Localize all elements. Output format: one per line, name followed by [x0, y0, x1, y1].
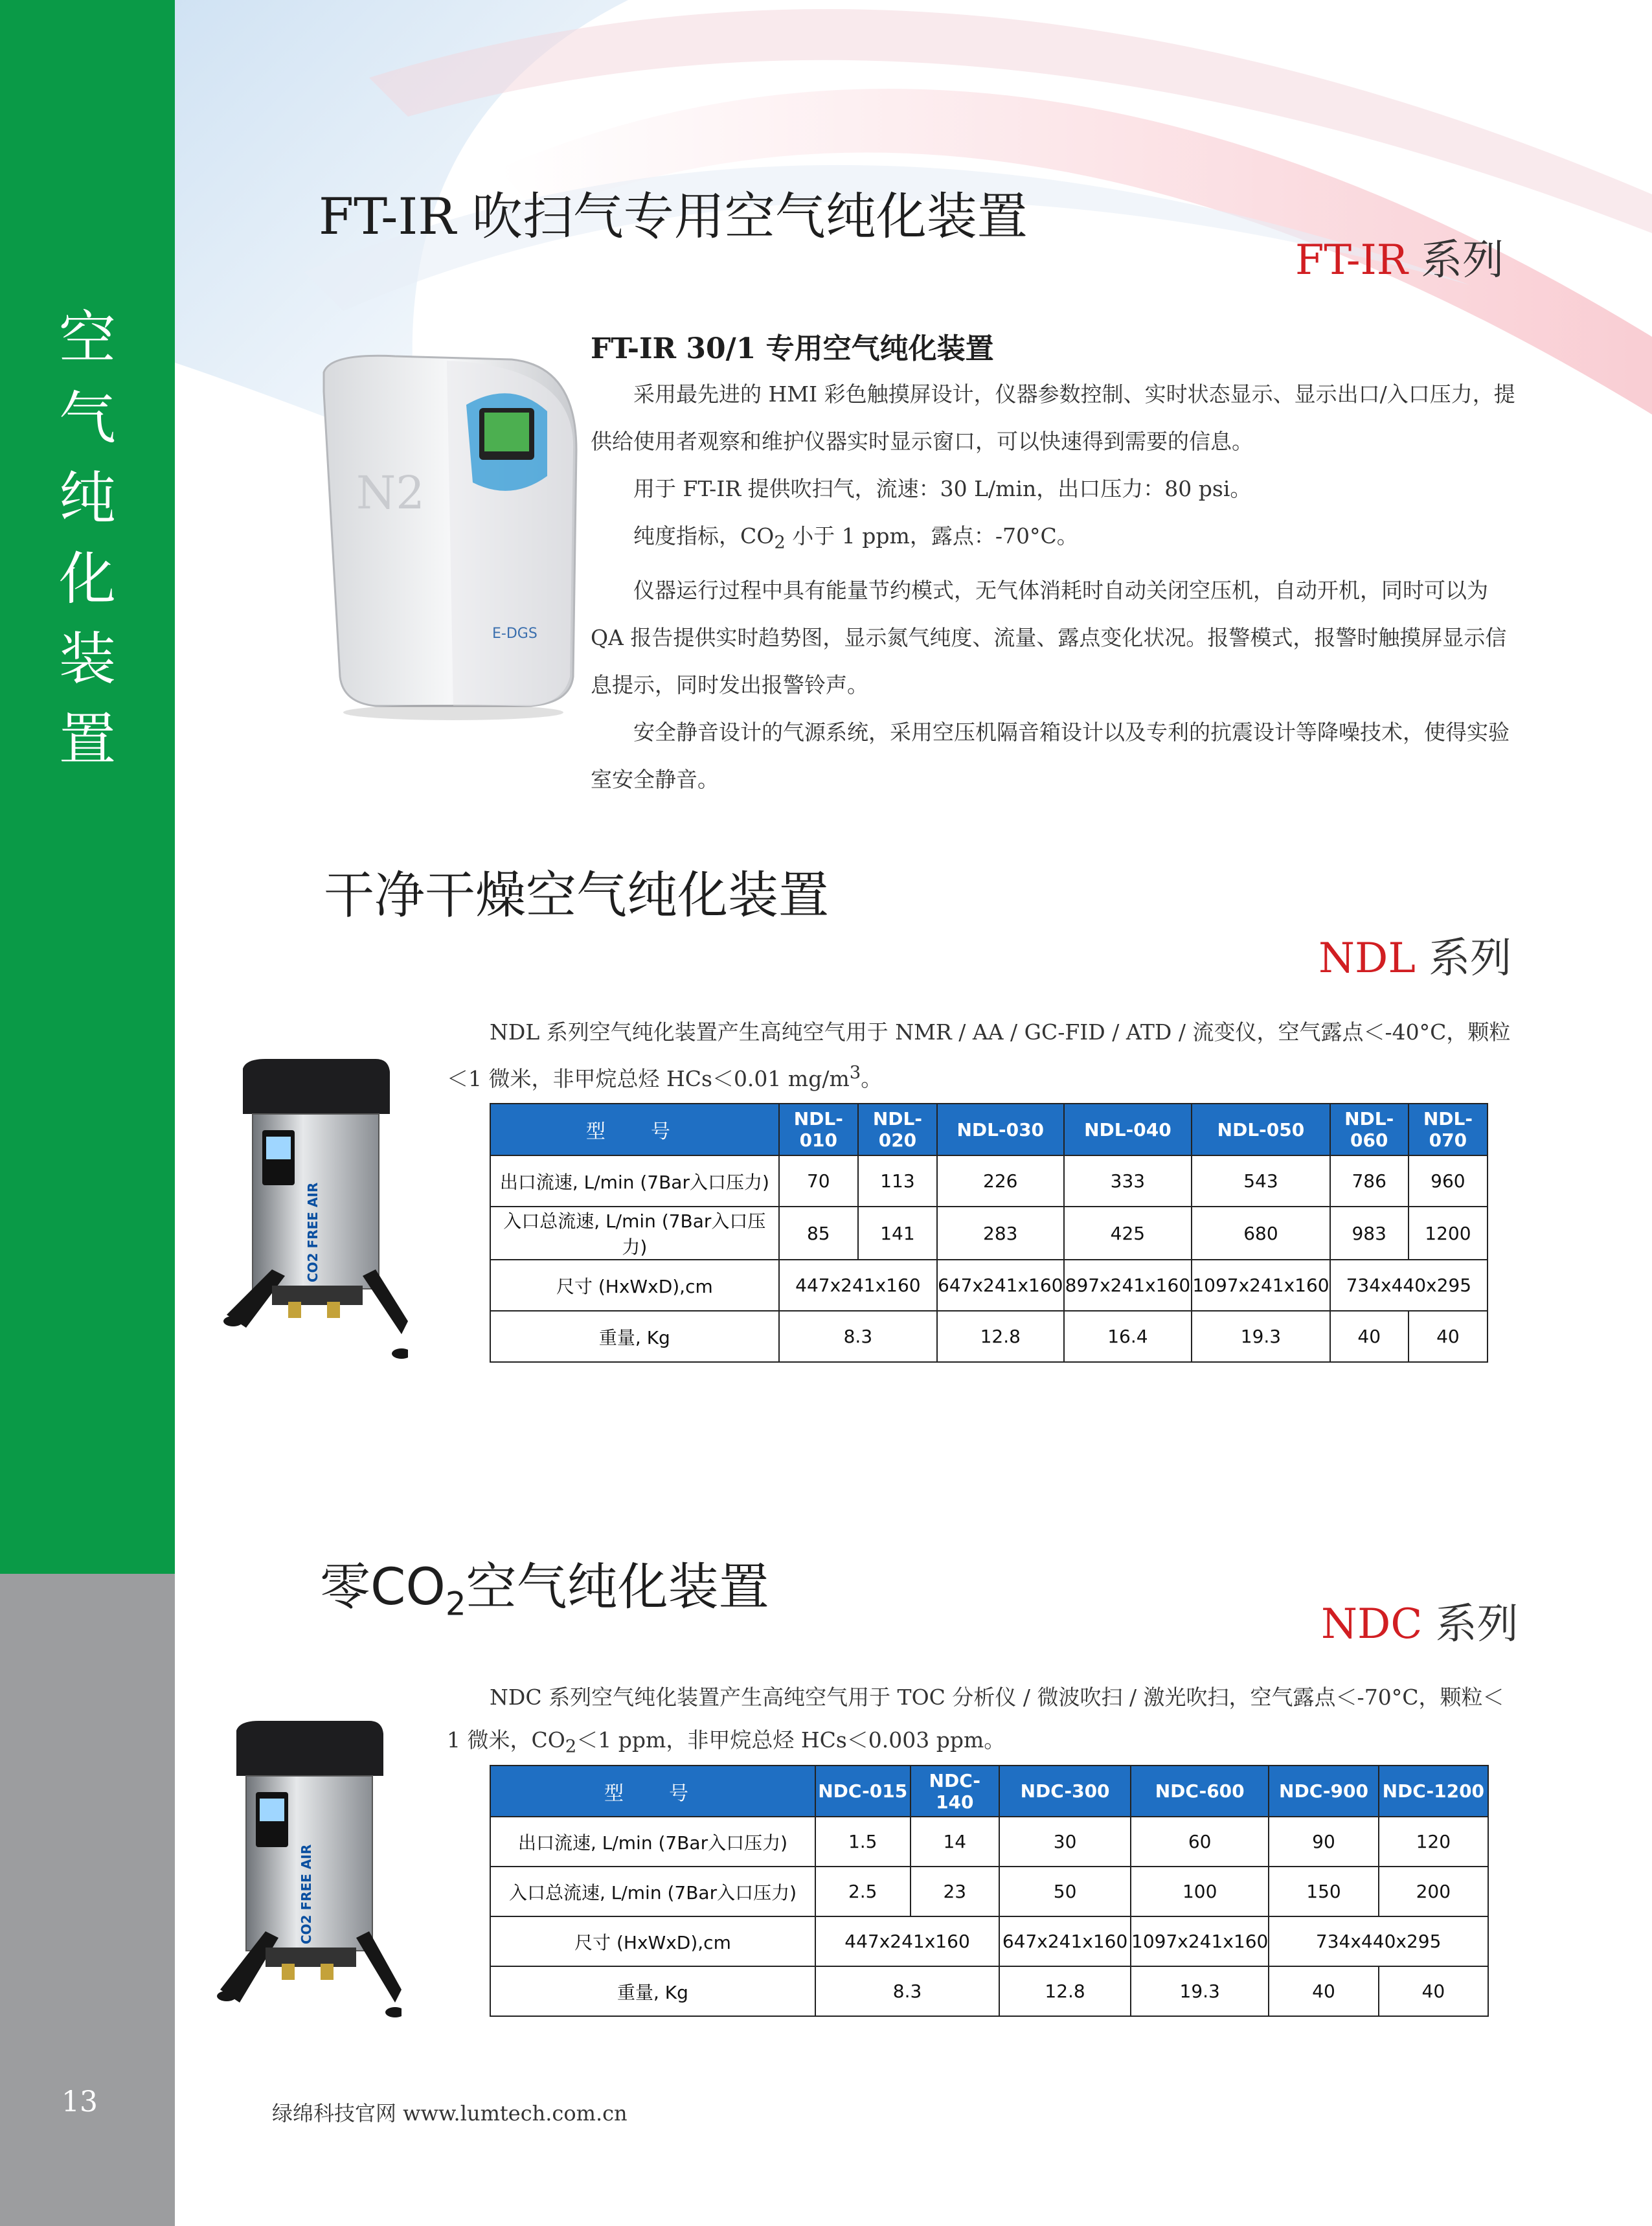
- section2-title: 干净干燥空气纯化装置: [324, 867, 830, 925]
- device-n2-label: N2: [356, 466, 425, 519]
- subscript: 2: [774, 532, 786, 553]
- row-label: 出口流速, L/min (7Bar入口压力): [490, 1155, 779, 1207]
- table-cell: 200: [1379, 1867, 1488, 1916]
- table-cell: 40: [1379, 1966, 1488, 2016]
- superscript: 3: [849, 1062, 861, 1083]
- table-cell: 283: [937, 1207, 1063, 1260]
- device-product-label: CO2 FREE AIR: [305, 1182, 321, 1282]
- table-cell: 120: [1379, 1817, 1488, 1867]
- description-paragraph: 安全静音设计的气源系统，采用空压机隔音箱设计以及专利的抗震设计等降噪技术，使得实验室安全静音。: [591, 719, 1510, 792]
- table-cell: 960: [1409, 1155, 1488, 1207]
- section2-description: [447, 1012, 1515, 1099]
- description-paragraph: 仪器运行过程中具有能量节约模式，无气体消耗时自动关闭空压机，自动开机，同时可以为 QA 报告提供实时趋势图，显示氮气纯度、流量、露点变化状况。报警模式，报警时触摸屏显示信息提示，同时发出报警铃声。: [591, 577, 1507, 698]
- table-cell: 447x241x160: [815, 1916, 999, 1966]
- table-cell: 141: [858, 1207, 937, 1260]
- table-cell: 14: [911, 1817, 1000, 1867]
- table-cell: 90: [1269, 1817, 1378, 1867]
- table-header-model: NDL-010: [779, 1104, 858, 1155]
- table-cell: 2.5: [815, 1867, 911, 1916]
- table-cell: 447x241x160: [779, 1260, 937, 1311]
- sidebar-title-char: 纯: [58, 465, 116, 532]
- table-cell: 150: [1269, 1867, 1378, 1916]
- section3-description: [447, 1676, 1515, 1768]
- table-row: [490, 1867, 1488, 1916]
- subscript: 2: [565, 1736, 577, 1757]
- table-cell: 100: [1131, 1867, 1269, 1916]
- text-segment: NDC 系列空气纯化装置产生高纯空气用于 TOC 分析仪 / 微波吹扫 / 激光吹扫，空气露点＜-70°C，颗粒＜1 微米，CO: [447, 1685, 1504, 1753]
- table-cell: 19.3: [1131, 1966, 1269, 2016]
- title-segment: 零CO: [320, 1558, 446, 1617]
- sidebar-title-char: 置: [58, 706, 116, 773]
- table-cell: 60: [1131, 1817, 1269, 1867]
- sidebar-title-char: 化: [58, 545, 116, 612]
- table-cell: 12.8: [937, 1311, 1063, 1362]
- table-header-model: NDL-020: [858, 1104, 937, 1155]
- table-cell: 734x440x295: [1330, 1260, 1488, 1311]
- table-header-model: NDC-015: [815, 1766, 911, 1817]
- table-row: [490, 1260, 1488, 1311]
- section2-series: [1318, 925, 1511, 984]
- table-cell: 8.3: [779, 1311, 937, 1362]
- row-label: 出口流速, L/min (7Bar入口压力): [490, 1817, 815, 1867]
- table-cell: 1097x241x160: [1131, 1916, 1269, 1966]
- table-cell: 40: [1330, 1311, 1409, 1362]
- series-suffix: 系列: [1421, 236, 1504, 284]
- table-row: [490, 1817, 1488, 1867]
- table-header-model-label: 型 号: [490, 1104, 779, 1155]
- text-segment: 小于 1 ppm，露点：-70°C。: [785, 523, 1078, 549]
- table-cell: 425: [1064, 1207, 1192, 1260]
- table-cell: 647x241x160: [999, 1916, 1131, 1966]
- row-label: 尺寸 (HxWxD),cm: [490, 1916, 815, 1966]
- ndl-spec-table: [490, 1103, 1488, 1363]
- text-segment: 纯度指标，CO: [633, 523, 775, 549]
- table-header-model: NDL-070: [1409, 1104, 1488, 1155]
- table-header-model: NDL-030: [937, 1104, 1063, 1155]
- table-cell: 50: [999, 1867, 1131, 1916]
- device-brand-label: E-DGS: [492, 626, 537, 642]
- table-header-model: NDC-300: [999, 1766, 1131, 1817]
- table-cell: 333: [1064, 1155, 1192, 1207]
- row-label: 重量, Kg: [490, 1966, 815, 2016]
- footer-website: 绿绵科技官网 www.lumtech.com.cn: [272, 2101, 628, 2126]
- row-label: 尺寸 (HxWxD),cm: [490, 1260, 779, 1311]
- series-name: FT-IR: [1295, 236, 1408, 284]
- sidebar-title-char: 空: [58, 304, 116, 371]
- sidebar-title-char: 气: [58, 385, 116, 451]
- text-segment: ＜1 ppm，非甲烷总烃 HCs＜0.003 ppm。: [576, 1727, 1006, 1753]
- sidebar-vertical-title: [39, 298, 136, 780]
- table-cell: 40: [1269, 1966, 1378, 2016]
- page-number: 13: [62, 2085, 98, 2118]
- table-cell: 70: [779, 1155, 858, 1207]
- section1-product-title: FT-IR 30/1 专用空气纯化装置: [591, 332, 994, 365]
- table-header-model: NDC-1200: [1379, 1766, 1488, 1817]
- description-paragraph: [447, 1012, 1515, 1099]
- section1-description: [591, 370, 1517, 803]
- table-cell: 8.3: [815, 1966, 999, 2016]
- table-row: [490, 1916, 1488, 1966]
- table-header-model-label: 型 号: [490, 1766, 815, 1817]
- series-name: NDC: [1321, 1600, 1423, 1648]
- table-cell: 23: [911, 1867, 1000, 1916]
- series-suffix: 系列: [1429, 935, 1512, 982]
- table-cell: 647x241x160: [937, 1260, 1063, 1311]
- ftir-device-image: [317, 353, 589, 722]
- table-cell: 734x440x295: [1269, 1916, 1488, 1966]
- ndc-spec-table: [490, 1765, 1489, 2017]
- table-cell: 1200: [1409, 1207, 1488, 1260]
- table-cell: 1.5: [815, 1817, 911, 1867]
- ndl-device-image: [214, 1056, 408, 1360]
- table-cell: 983: [1330, 1207, 1409, 1260]
- sidebar-green-band: [0, 0, 175, 1574]
- table-cell: 30: [999, 1817, 1131, 1867]
- description-paragraph: [447, 1676, 1515, 1768]
- table-cell: 16.4: [1064, 1311, 1192, 1362]
- table-cell: 897x241x160: [1064, 1260, 1192, 1311]
- sidebar-gray-band: [0, 1574, 175, 2226]
- section1-title: FT-IR 吹扫气专用空气纯化装置: [319, 188, 1028, 246]
- table-header-model: NDL-060: [1330, 1104, 1409, 1155]
- table-cell: 85: [779, 1207, 858, 1260]
- text-segment: 。: [861, 1066, 883, 1091]
- table-cell: 113: [858, 1155, 937, 1207]
- table-cell: 40: [1409, 1311, 1488, 1362]
- series-name: NDL: [1318, 935, 1416, 982]
- section3-title: [320, 1547, 769, 1623]
- row-label: 入口总流速, L/min (7Bar入口压力): [490, 1207, 779, 1260]
- table-header-model: NDC-600: [1131, 1766, 1269, 1817]
- table-row: [490, 1311, 1488, 1362]
- device-product-label: CO2 FREE AIR: [299, 1844, 314, 1944]
- title-segment: 空气纯化装置: [466, 1558, 769, 1617]
- table-header-model: NDC-900: [1269, 1766, 1378, 1817]
- table-cell: 786: [1330, 1155, 1409, 1207]
- description-paragraph: [591, 512, 1517, 567]
- section1-series: [1295, 227, 1504, 286]
- table-cell: 543: [1192, 1155, 1330, 1207]
- table-cell: 12.8: [999, 1966, 1131, 2016]
- section3-series: [1321, 1591, 1519, 1650]
- table-cell: 19.3: [1192, 1311, 1330, 1362]
- row-label: 入口总流速, L/min (7Bar入口压力): [490, 1867, 815, 1916]
- ndc-device-image: [207, 1718, 402, 2022]
- table-row: [490, 1966, 1488, 2016]
- description-paragraph: 采用最先进的 HMI 彩色触摸屏设计，仪器参数控制、实时状态显示、显示出口/入口压力，提供给使用者观察和维护仪器实时显示窗口，可以快速得到需要的信息。: [591, 381, 1515, 454]
- table-cell: 680: [1192, 1207, 1330, 1260]
- table-header-model: NDL-050: [1192, 1104, 1330, 1155]
- title-subscript: 2: [445, 1585, 466, 1623]
- table-header-model: NDC-140: [911, 1766, 1000, 1817]
- row-label: 重量, Kg: [490, 1311, 779, 1362]
- table-row: [490, 1155, 1488, 1207]
- series-suffix: 系列: [1435, 1600, 1519, 1648]
- table-header-model: NDL-040: [1064, 1104, 1192, 1155]
- table-cell: 226: [937, 1155, 1063, 1207]
- table-cell: 1097x241x160: [1192, 1260, 1330, 1311]
- table-row: [490, 1207, 1488, 1260]
- description-paragraph: 用于 FT-IR 提供吹扫气，流速：30 L/min，出口压力：80 psi。: [633, 476, 1252, 501]
- sidebar-title-char: 装: [58, 626, 116, 692]
- text-segment: NDL 系列空气纯化装置产生高纯空气用于 NMR / AA / GC-FID / ATD / 流变仪，空气露点＜-40°C，颗粒＜1 微米，非甲烷总烃 HCs＜0.01 mg/m: [447, 1019, 1511, 1091]
